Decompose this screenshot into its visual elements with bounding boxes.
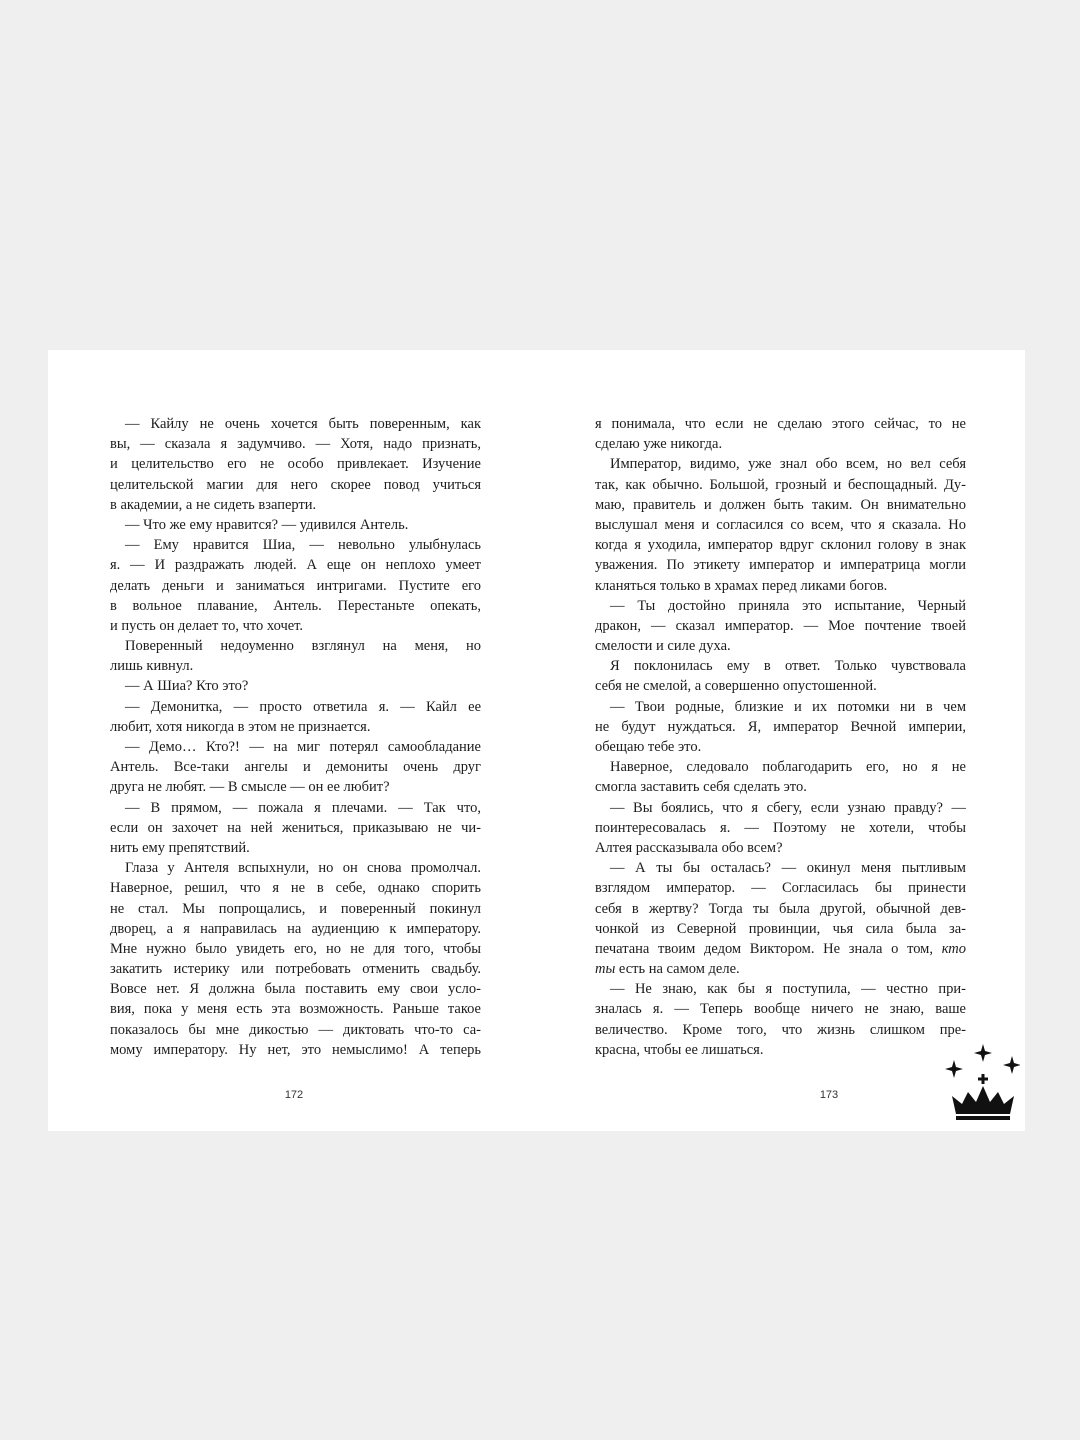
text-line: Глаза у Антеля вспыхнули, но он снова промолчал.	[125, 860, 481, 877]
left-page-number: 172	[284, 1089, 304, 1101]
text-line: показалось бы мне дикостью — диктовать что-то са-	[110, 1021, 481, 1038]
text-line: — А ты бы осталась? — окинул меня пытливым	[610, 860, 966, 877]
text-line: — Твои родные, близкие и их потомки ни в чем	[610, 698, 966, 715]
text-line: не стал. Мы попрощались, и поверенный покинул	[110, 900, 481, 917]
text-line: выслушал меня и согласился со всем, что я сказала. Но	[595, 516, 966, 533]
text-line: в вольное плавание, Антель. Перестаньте опекать,	[110, 597, 481, 614]
text-line: мому императору. Ну нет, это немыслимо! А теперь	[110, 1041, 481, 1058]
text-line: смелости и силе духа.	[595, 638, 731, 655]
text-line: — Ему нравится Шиа, — невольно улыбнулась	[125, 537, 481, 554]
text-line	[595, 939, 966, 959]
text-line: Наверное, следовало поблагодарить его, но я не	[610, 759, 966, 776]
left-page	[48, 350, 536, 1131]
right-page	[536, 350, 1025, 1131]
emphasis: ты	[595, 961, 616, 978]
book-spread	[48, 350, 1025, 1131]
text-line: величество. Кроме того, что жизнь слишком пре-	[595, 1021, 966, 1038]
text-line: в академии, а не сидеть взаперти.	[110, 496, 317, 513]
text-line: поинтересовалась я. — Поэтому не хотели, чтобы	[595, 819, 966, 836]
text-line: и целительство его не особо привлекает. Изучение	[110, 456, 481, 473]
text-line: себя в жертву? Тогда ты была другой, обычной дев-	[595, 900, 966, 917]
text-line: когда я уходила, император вдруг склонил голову в знак	[595, 537, 966, 554]
text-line: взглядом император. — Согласилась бы принести	[595, 880, 966, 897]
text-line: — Что же ему нравится? — удивился Антель.	[125, 516, 409, 533]
line-text: есть на самом деле.	[615, 961, 740, 978]
text-line: любит, хотя никогда в этом не признается.	[110, 718, 371, 735]
text-line: — Ты достойно приняла это испытание, Черный	[610, 597, 966, 614]
text-line: целительской магии для него скорее повод учиться	[110, 476, 481, 493]
text-line: дворец, а я направилась на аудиенцию к императору.	[110, 920, 481, 937]
text-line: Наверное, решил, что я не в себе, однако спорить	[110, 880, 481, 897]
text-line: Мне нужно было увидеть его, но не для того, чтобы	[110, 940, 481, 957]
text-line: Алтея рассказывала обо всем?	[595, 839, 783, 856]
right-page-text	[595, 414, 966, 1060]
text-line: делать деньги и заниматься интригами. Пустите его	[110, 577, 481, 594]
text-line	[595, 959, 966, 979]
emphasis: кто	[941, 940, 966, 957]
star-icon	[974, 1044, 992, 1062]
text-line: — Демонитка, — просто ответила я. — Кайл ее	[125, 698, 481, 715]
text-line: красна, чтобы ее лишаться.	[595, 1041, 764, 1058]
text-line: вы, — сказала я задумчиво. — Хотя, надо признать,	[110, 436, 481, 453]
text-line: сделаю уже никогда.	[595, 436, 723, 453]
text-line: маю, правитель и должен быть таким. Он внимательно	[595, 496, 966, 513]
crown-icon	[952, 1086, 1014, 1114]
text-line: уважения. По этикету император и императрица могли	[595, 557, 966, 574]
left-page-text	[110, 414, 481, 1060]
text-line: друга не любят. — В смысле — он ее любит?	[110, 779, 390, 796]
text-line: Я поклонилась ему в ответ. Только чувствовала	[610, 658, 966, 675]
text-line: — А Шиа? Кто это?	[125, 678, 249, 695]
text-line: я понимала, что если не сделаю этого сейчас, то не	[595, 416, 966, 432]
text-line: Император, видимо, уже знал обо всем, но вел себя	[610, 456, 966, 473]
text-line: лишь кивнул.	[110, 658, 194, 675]
text-line: зналась я. — Теперь вообще ничего не знаю, ваше	[595, 1001, 966, 1018]
text-line: — Демо… Кто?! — на миг потерял самообладание	[125, 739, 481, 755]
right-page-number: 173	[819, 1089, 839, 1101]
text-line: — В прямом, — пожала я плечами. — Так что,	[125, 799, 481, 816]
text-line: так, как обычно. Большой, грозный и беспощадный. Ду-	[595, 476, 966, 493]
text-line: закатить истерику или потребовать отменить свадьбу.	[110, 961, 481, 978]
text-line: Антель. Все-таки ангелы и демониты очень друг	[110, 759, 481, 776]
text-line: смогла заставить себя сделать это.	[595, 779, 807, 796]
text-line: я. — И раздражать людей. А еще он неплохо умеет	[110, 557, 481, 574]
text-line: кланяться только в храмах перед ликами богов.	[595, 577, 888, 594]
text-line: Вовсе нет. Я должна была поставить ему свои усло-	[110, 981, 481, 998]
text-line: — Не знаю, как бы я поступила, — честно при-	[610, 981, 966, 998]
line-text: печатана твоим дедом Виктором. Не знала о том,	[595, 940, 933, 957]
crown-with-stars-icon	[944, 1040, 1020, 1122]
text-line: — Вы боялись, что я сбегу, если узнаю правду? —	[610, 799, 966, 816]
text-line: себя не смелой, а совершенно опустошенной.	[595, 678, 877, 695]
text-line: и пусть он делает то, что хочет.	[110, 617, 304, 634]
text-line: — Кайлу не очень хочется быть поверенным, как	[125, 416, 481, 432]
text-line: дракон, — сказал император. — Мое почтение твоей	[595, 617, 966, 634]
text-line: обещаю тебе это.	[595, 739, 702, 755]
text-line: вия, пока у меня есть эта возможность. Раньше такое	[110, 1001, 481, 1018]
text-line: чонкой из Северной провинции, чья сила была за-	[595, 920, 966, 937]
text-line: Поверенный недоуменно взглянул на меня, но	[125, 638, 481, 655]
text-line: не будут нуждаться. Я, император Вечной империи,	[595, 718, 966, 735]
star-icon	[1003, 1056, 1020, 1074]
text-line: нить ему препятствий.	[110, 839, 250, 856]
star-icon	[945, 1060, 963, 1078]
text-line: если он захочет на ней жениться, приказываю не чи-	[110, 819, 481, 836]
